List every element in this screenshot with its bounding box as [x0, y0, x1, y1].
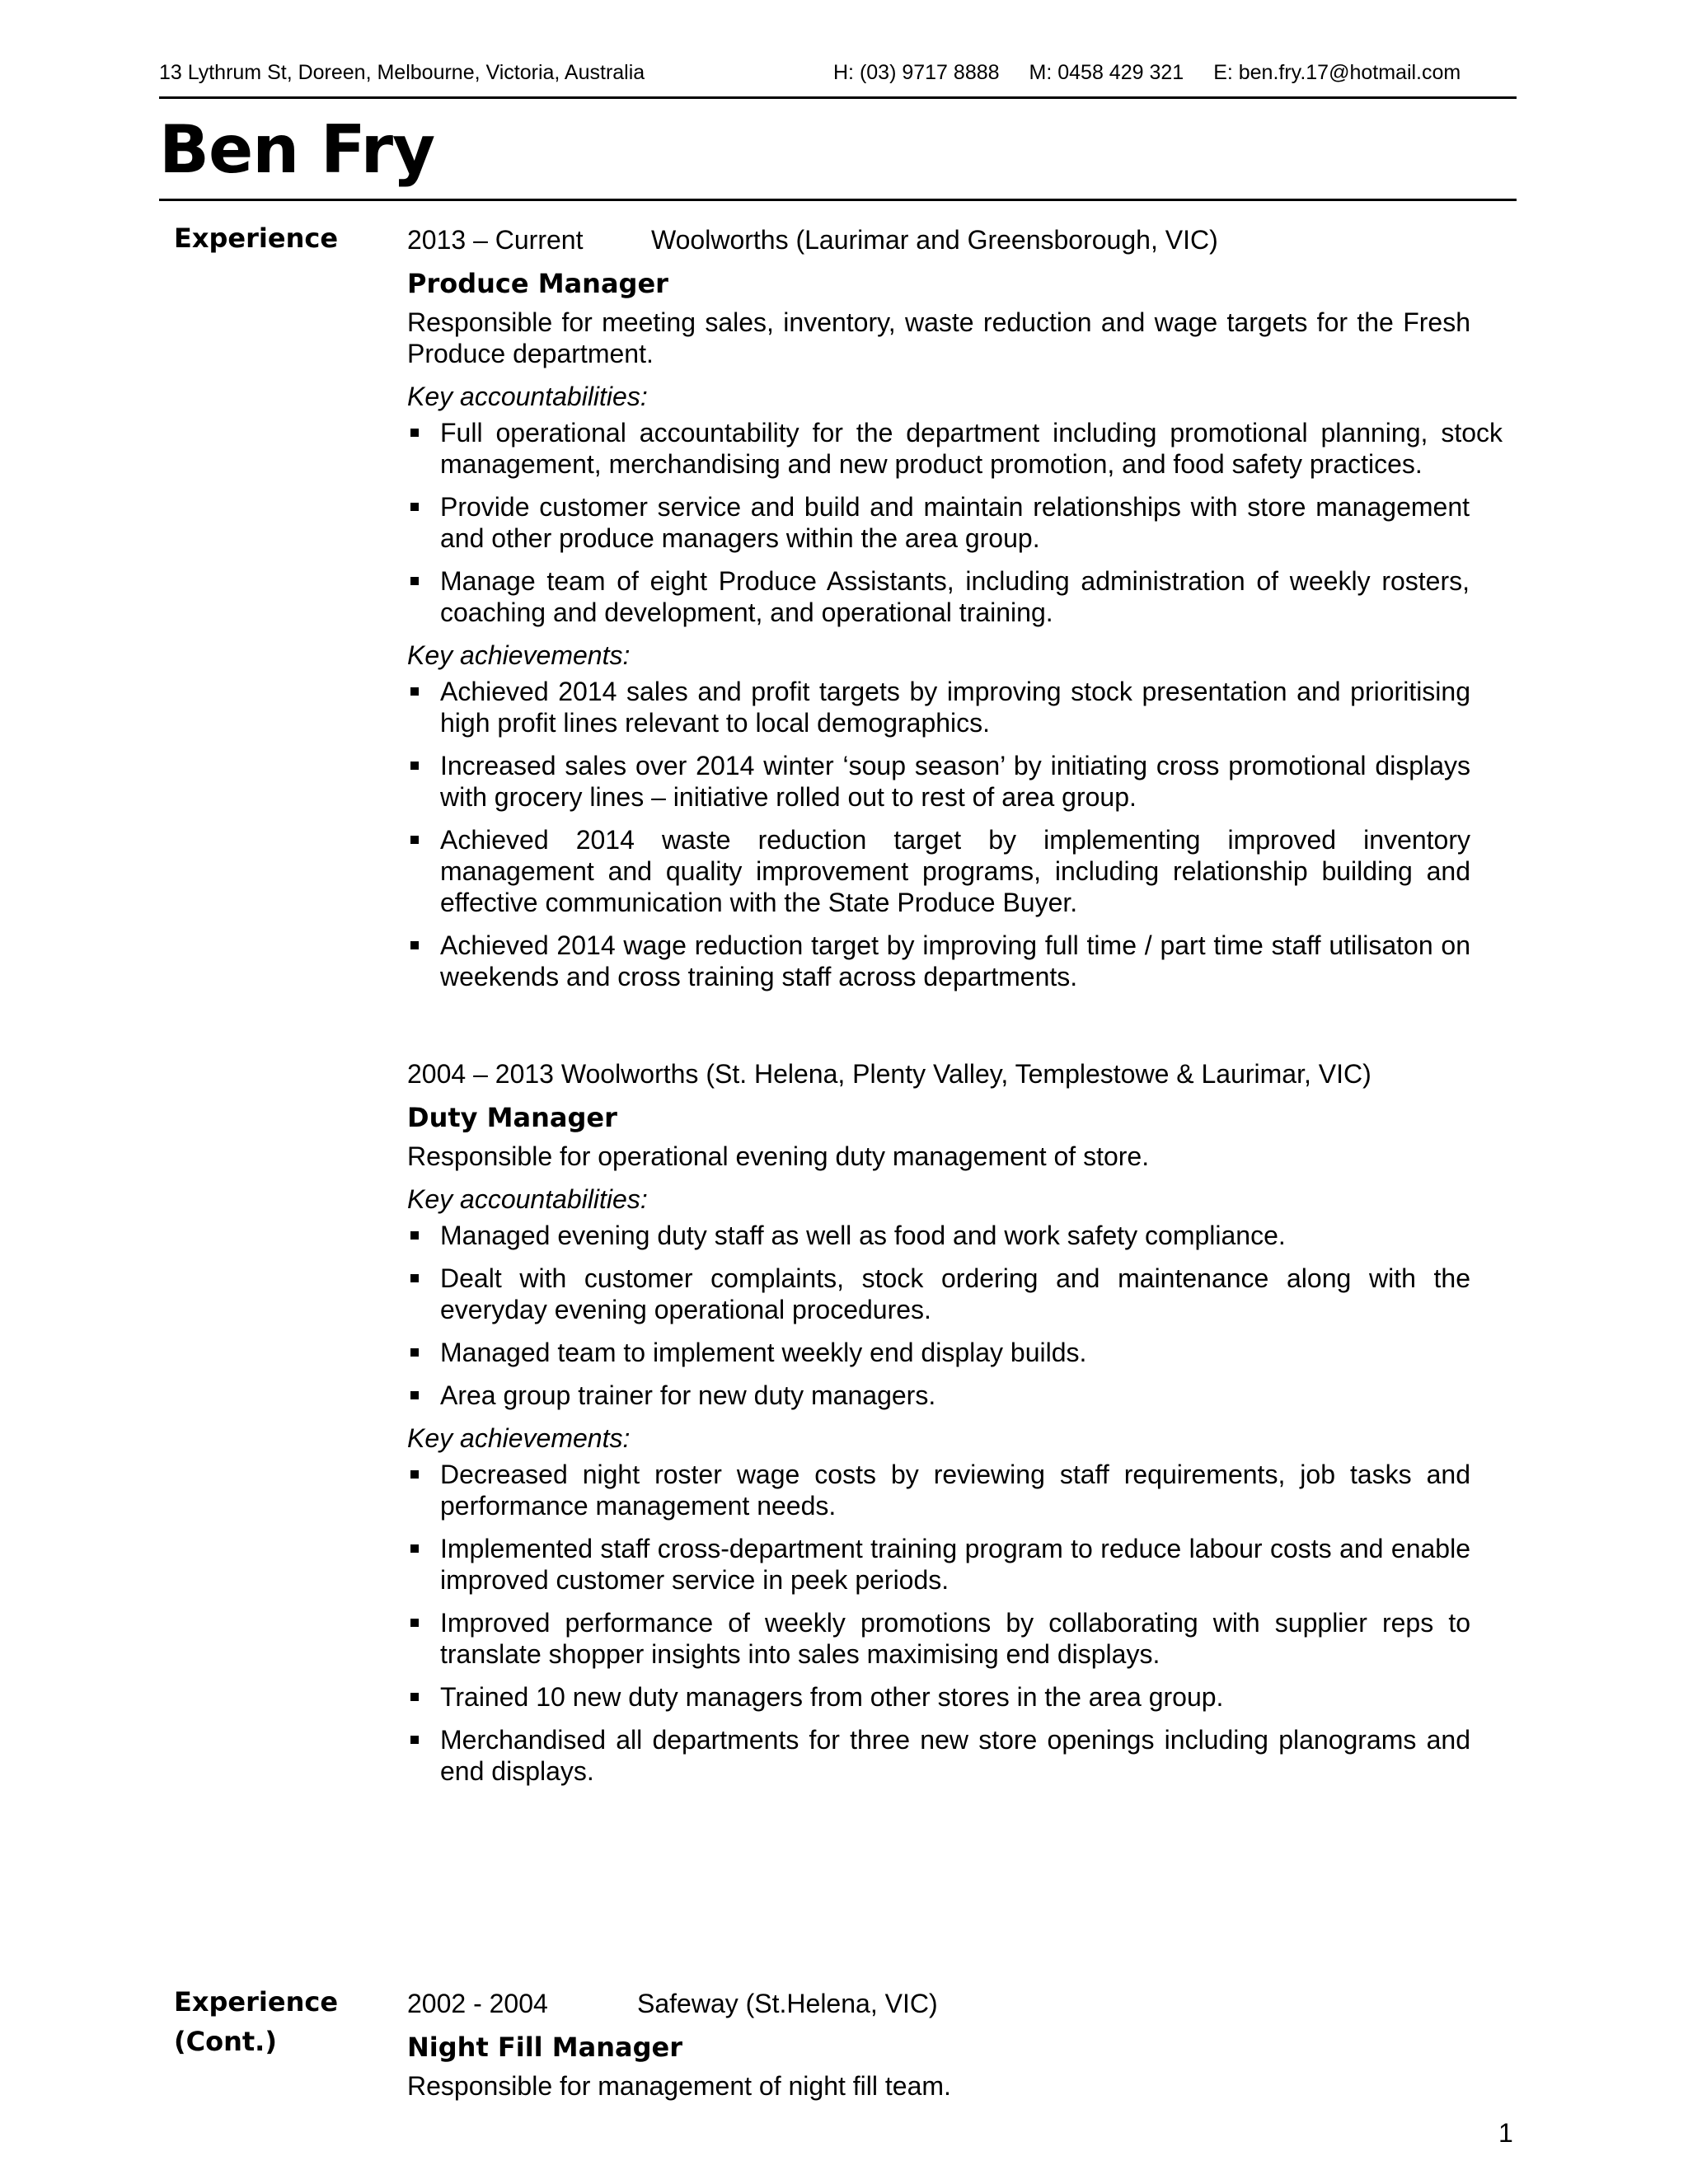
- job-title: Duty Manager: [407, 1102, 617, 1133]
- job-title: Night Fill Manager: [407, 2032, 682, 2063]
- job-date-line: [407, 1985, 1470, 2022]
- bullet-icon: [410, 1470, 419, 1479]
- job-entry-3: [407, 1985, 1470, 2102]
- achievements-heading: Key achievements:: [407, 1423, 631, 1453]
- accountabilities-list: [407, 417, 1503, 628]
- list-item: Manage team of eight Produce Assistants, including administration of weekly rosters, coaching and development, and operational training.: [407, 565, 1470, 628]
- candidate-name: Ben Fry: [159, 111, 435, 188]
- bullet-icon: [410, 836, 419, 844]
- bullet-icon: [410, 577, 419, 585]
- job-dates: 2004 – 2013: [407, 1059, 554, 1089]
- page-number: 1: [1498, 2118, 1513, 2148]
- email: E: ben.fry.17@hotmail.com: [1213, 61, 1461, 84]
- job-dates: 2013 – Current: [407, 225, 584, 255]
- address: 13 Lythrum St, Doreen, Melbourne, Victoria, Australia: [159, 61, 645, 84]
- achievements-list: [407, 1459, 1470, 1787]
- accountabilities-heading: Key accountabilities:: [407, 382, 648, 411]
- list-item: Implemented staff cross-department training program to reduce labour costs and enable improved customer service in peek periods.: [407, 1533, 1470, 1596]
- list-item: Improved performance of weekly promotions by collaborating with supplier reps to translate shopper insights into sales maximising end displays.: [407, 1607, 1470, 1670]
- section-label-experience-cont: Experience (Cont.): [174, 1986, 339, 2057]
- list-item: Provide customer service and build and maintain relationships with store management and other produce managers within the area group.: [407, 491, 1470, 554]
- list-item: Achieved 2014 wage reduction target by improving full time / part time staff utilisaton on weekends and cross training staff across departments.: [407, 930, 1470, 992]
- home-phone: H: (03) 9717 8888: [833, 61, 1000, 84]
- contact-details: [833, 56, 1461, 89]
- name-rule: [159, 199, 1517, 201]
- top-rule: [159, 96, 1517, 99]
- bullet-icon: [410, 1736, 419, 1744]
- list-item: Trained 10 new duty managers from other stores in the area group.: [407, 1681, 1470, 1713]
- bullet-icon: [410, 1348, 419, 1357]
- job-date-line: [407, 1055, 1470, 1093]
- accountabilities-list: [407, 1220, 1470, 1411]
- job-description: Responsible for management of night fill team.: [407, 2071, 951, 2101]
- bullet-icon: [410, 1274, 419, 1282]
- bullet-icon: [410, 762, 419, 770]
- list-item: Achieved 2014 sales and profit targets by improving stock presentation and prioritising high profit lines relevant to local demographics.: [407, 676, 1470, 738]
- section-label-experience: Experience: [174, 223, 339, 254]
- achievements-list: [407, 676, 1470, 992]
- list-item: Merchandised all departments for three new store openings including planograms and end displays.: [407, 1724, 1470, 1787]
- job-employer: Woolworths (St. Helena, Plenty Valley, Templestowe & Laurimar, VIC): [560, 1059, 1372, 1089]
- bullet-icon: [410, 1231, 419, 1240]
- job-dates: 2002 - 2004: [407, 1989, 548, 2018]
- list-item: Decreased night roster wage costs by reviewing staff requirements, job tasks and performance management needs.: [407, 1459, 1470, 1521]
- job-title: Produce Manager: [407, 268, 668, 299]
- bullet-icon: [410, 687, 419, 696]
- list-item: Full operational accountability for the department including promotional planning, stock management, merchandising and new product promotion, and food safety practices.: [407, 417, 1503, 480]
- list-item: Increased sales over 2014 winter ‘soup season’ by initiating cross promotional displays with grocery lines – initiative rolled out to rest of area group.: [407, 750, 1470, 813]
- job-date-line: [407, 221, 1470, 259]
- bullet-icon: [410, 941, 419, 949]
- list-item: Achieved 2014 waste reduction target by implementing improved inventory management and quality improvement programs, including relationship building and effective communication with the State Produce Buyer.: [407, 824, 1470, 918]
- contact-row: [159, 56, 1512, 89]
- accountabilities-heading: Key accountabilities:: [407, 1184, 648, 1214]
- job-entry-1: [407, 221, 1503, 1004]
- job-employer: Woolworths (Laurimar and Greensborough, VIC): [651, 225, 1218, 255]
- bullet-icon: [410, 503, 419, 511]
- bullet-icon: [410, 1693, 419, 1701]
- job-entry-2: [407, 1055, 1470, 1798]
- job-description: Responsible for operational evening duty management of store.: [407, 1141, 1150, 1171]
- list-item: Area group trainer for new duty managers.: [407, 1380, 1470, 1411]
- bullet-icon: [410, 1619, 419, 1627]
- bullet-icon: [410, 1391, 419, 1399]
- bullet-icon: [410, 429, 419, 437]
- list-item: Managed team to implement weekly end display builds.: [407, 1337, 1470, 1368]
- list-item: Dealt with customer complaints, stock ordering and maintenance along with the everyday evening operational procedures.: [407, 1263, 1470, 1325]
- list-item: Managed evening duty staff as well as food and work safety compliance.: [407, 1220, 1470, 1251]
- job-description: Responsible for meeting sales, inventory, waste reduction and wage targets for the Fresh Produce department.: [407, 307, 1470, 368]
- mobile-phone: M: 0458 429 321: [1029, 61, 1184, 84]
- job-employer: Safeway (St.Helena, VIC): [637, 1989, 938, 2018]
- bullet-icon: [410, 1544, 419, 1553]
- achievements-heading: Key achievements:: [407, 640, 631, 670]
